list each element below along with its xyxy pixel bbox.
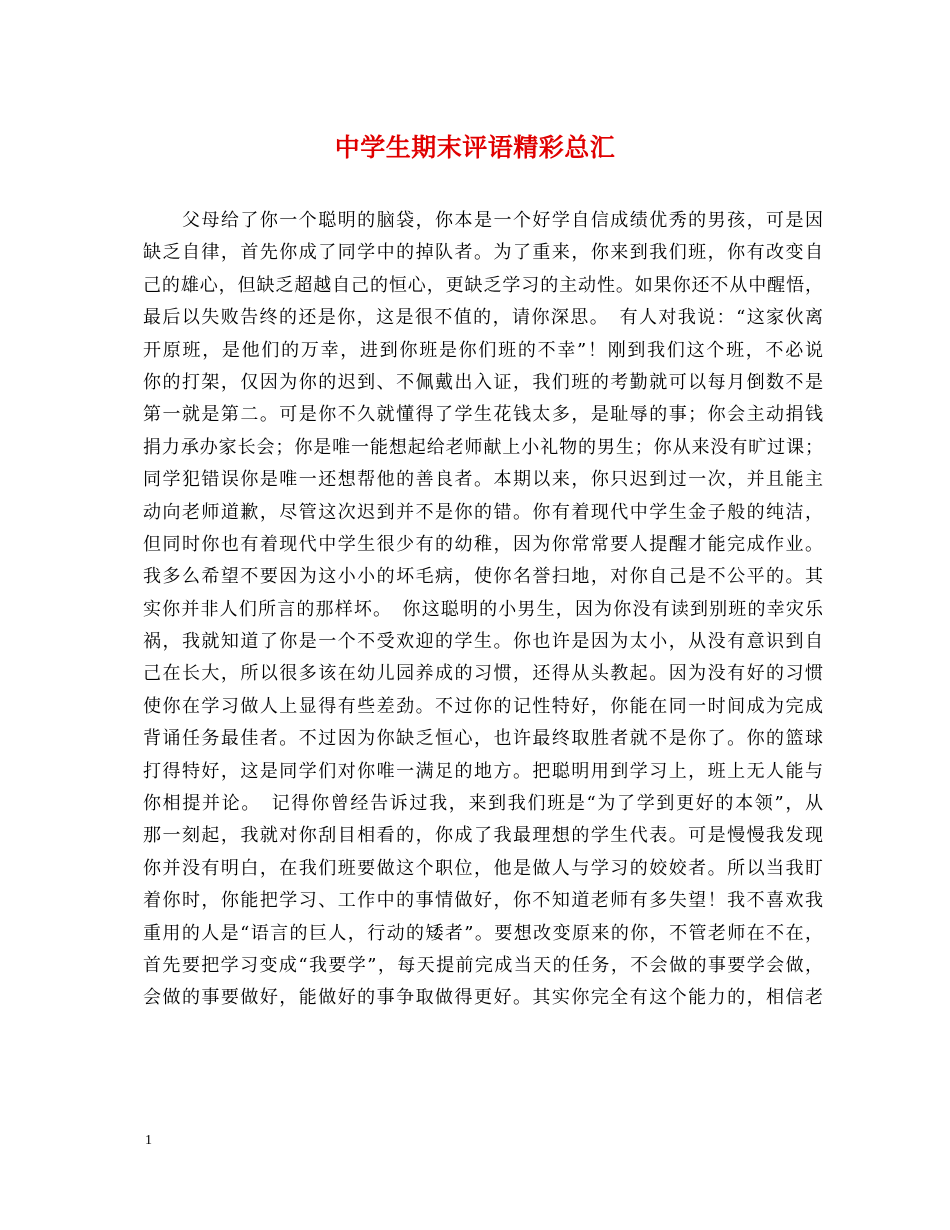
text-line: 父母给了你一个聪明的脑袋，你本是一个好学自信成绩优秀的男孩，可是因 bbox=[143, 210, 823, 231]
text-line: 第一就是第二。可是你不久就懂得了学生花钱太多，是耻辱的事；你会主动捐钱 bbox=[143, 404, 823, 426]
text-line: 己在长大，所以很多该在幼儿园养成的习惯，还得从头教起。因为没有好的习惯 bbox=[143, 663, 823, 685]
page-title: 中学生期末评语精彩总汇 bbox=[334, 133, 616, 162]
text-line: 会做的事要做好，能做好的事争取做得更好。其实你完全有这个能力的，相信老 bbox=[143, 987, 823, 1009]
text-line: 背诵任务最佳者。不过因为你缺乏恒心，也许最终取胜者就不是你了。你的篮球 bbox=[143, 728, 823, 750]
text-line: 动向老师道歉，尽管这次迟到并不是你的错。你有着现代中学生金子般的纯洁， bbox=[143, 501, 823, 523]
text-line: 但同时你也有着现代中学生很少有的幼稚，因为你常常要人提醒才能完成作业。 bbox=[143, 533, 823, 555]
text-line: 使你在学习做人上显得有些差劲。不过你的记性特好，你能在同一时间成为完成 bbox=[143, 695, 823, 717]
text-line: 你并没有明白，在我们班要做这个职位，他是做人与学习的姣姣者。所以当我盯 bbox=[143, 857, 823, 879]
text-line: 首先要把学习变成“我要学”，每天提前完成当天的任务，不会做的事要学会做， bbox=[143, 954, 823, 976]
page-number: 1 bbox=[145, 1133, 152, 1148]
text-line: 祸，我就知道了你是一个不受欢迎的学生。你也许是因为太小，从没有意识到自 bbox=[143, 631, 823, 653]
text-line: 同学犯错误你是唯一还想帮他的善良者。本期以来，你只迟到过一次，并且能主 bbox=[143, 469, 823, 491]
text-line: 实你并非人们所言的那样坏。 你这聪明的小男生，因为你没有读到别班的幸灾乐 bbox=[143, 598, 823, 620]
text-line: 我多么希望不要因为这小小的坏毛病，使你名誉扫地，对你自己是不公平的。其 bbox=[143, 566, 823, 588]
text-line: 着你时，你能把学习、工作中的事情做好，你不知道老师有多失望！我不喜欢我 bbox=[143, 890, 823, 912]
text-line: 你相提并论。 记得你曾经告诉过我，来到我们班是“为了学到更好的本领”，从 bbox=[143, 793, 823, 815]
text-line: 最后以失败告终的还是你，这是很不值的，请你深思。 有人对我说：“这家伙离 bbox=[143, 307, 823, 329]
text-line: 缺乏自律，首先你成了同学中的掉队者。为了重来，你来到我们班，你有改变自 bbox=[143, 242, 823, 264]
body-paragraph bbox=[143, 205, 823, 1015]
text-line: 重用的人是“语言的巨人，行动的矮者”。要想改变原来的你，不管老师在不在， bbox=[143, 922, 823, 944]
text-line: 你的打架，仅因为你的迟到、不佩戴出入证，我们班的考勤就可以每月倒数不是 bbox=[143, 371, 823, 393]
text-line: 己的雄心，但缺乏超越自己的恒心，更缺乏学习的主动性。如果你还不从中醒悟， bbox=[143, 274, 823, 296]
text-line: 捐力承办家长会；你是唯一能想起给老师献上小礼物的男生；你从来没有旷过课； bbox=[143, 436, 823, 458]
text-line: 开原班，是他们的万幸，进到你班是你们班的不幸”！刚到我们这个班，不必说 bbox=[143, 339, 823, 361]
text-line: 那一刻起，我就对你刮目相看的，你成了我最理想的学生代表。可是慢慢我发现 bbox=[143, 825, 823, 847]
text-line: 打得特好，这是同学们对你唯一满足的地方。把聪明用到学习上，班上无人能与 bbox=[143, 760, 823, 782]
